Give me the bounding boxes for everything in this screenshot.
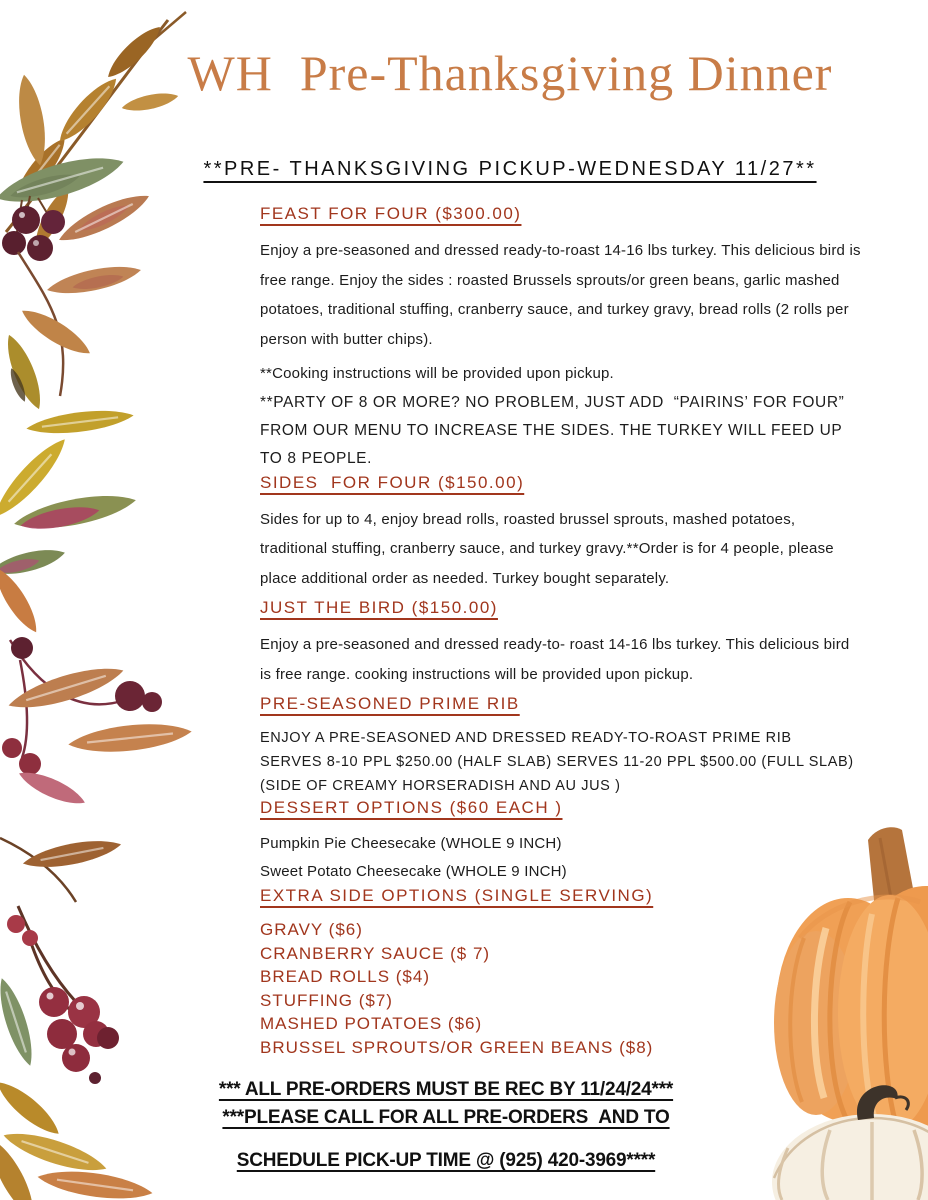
section-heading-dessert-options: DESSERT OPTIONS ($60 EACH )	[260, 798, 563, 817]
section-heading-prime-rib: PRE-SEASONED PRIME RIB	[260, 694, 520, 713]
orange-leaf-small	[0, 563, 44, 637]
footer-deadline-line: *** ALL PRE-ORDERS MUST BE REC BY 11/24/24***	[218, 1079, 674, 1100]
extra-side-item-mashed-potatoes: MASHED POTATOES ($6)	[260, 1014, 483, 1033]
page-title: WH Pre-Thanksgiving Dinner	[187, 45, 833, 101]
lower-branch	[0, 252, 95, 413]
section-heading-feast-for-four: FEAST FOR FOUR ($300.00)	[260, 204, 522, 223]
feast-description: Enjoy a pre-seasoned and dressed ready-to-roast 14-16 lbs turkey. This delicious bird is free range. Enjoy the sides : roasted Brussels sprouts/or green beans, garlic mashed potatoes, traditional stuffing, cranberry sauce, and turkey gravy, bread rolls (2 rolls per person with butter chips).	[260, 242, 861, 348]
brown-leaf	[0, 834, 123, 902]
bird-description: Enjoy a pre-seasoned and dressed ready-to- roast 14-16 lbs turkey. This delicious bird is free range. cooking instructions will be provided upon pickup.	[260, 636, 850, 683]
section-heading-extra-side-options: EXTRA SIDE OPTIONS (SINGLE SERVING)	[260, 886, 654, 905]
extra-side-item-gravy: GRAVY ($6)	[260, 920, 363, 939]
footer-call-line: ***PLEASE CALL FOR ALL PRE-ORDERS AND TO	[222, 1107, 670, 1128]
dessert-item-sweet-potato-cheesecake: Sweet Potato Cheesecake (WHOLE 9 INCH)	[260, 863, 567, 880]
extra-side-item-cranberry-sauce: CRANBERRY SAUCE ($ 7)	[260, 943, 491, 963]
pre-order-footer	[118, 1076, 774, 1175]
prime-rib-line-1: ENJOY A PRE-SEASONED AND DRESSED READY-TO-ROAST PRIME RIB	[260, 730, 792, 746]
white-pumpkin	[772, 1085, 928, 1200]
green-leaf-bottom	[0, 975, 39, 1069]
menu-content	[260, 204, 864, 1059]
prime-rib-line-2: SERVES 8-10 PPL $250.00 (HALF SLAB) SERVES 11-20 PPL $500.00 (FULL SLAB)	[260, 754, 854, 770]
extra-sides-list	[260, 918, 864, 1059]
extra-side-item-bread-rolls: BREAD ROLLS ($4)	[260, 967, 430, 986]
dessert-item-pumpkin-pie-cheesecake: Pumpkin Pie Cheesecake (WHOLE 9 INCH)	[260, 835, 562, 852]
feast-party-note: **PARTY OF 8 OR MORE? NO PROBLEM, JUST ADD “PAIRINS’ FOR FOUR” FROM OUR MENU TO INCREASE THE SIDES. THE TURKEY WILL FEED UP TO 8 PEOPLE.	[260, 393, 845, 467]
pink-green-leaves	[0, 488, 138, 580]
red-berry-cluster	[7, 906, 119, 1072]
berry-branch-mid	[2, 637, 162, 775]
salmon-leaves	[45, 186, 154, 300]
large-orange-leaves	[5, 659, 193, 811]
dark-berries	[2, 196, 65, 261]
tan-leaf	[13, 73, 51, 167]
extra-side-item-brussel-sprouts: BRUSSEL SPROUTS/OR GREEN BEANS ($8)	[260, 1037, 654, 1057]
extra-side-item-stuffing: STUFFING ($7)	[260, 990, 393, 1010]
footer-phone-line: SCHEDULE PICK-UP TIME @ (925) 420-3969****	[236, 1150, 656, 1171]
golden-leaves	[0, 406, 135, 524]
section-heading-sides-for-four: SIDES FOR FOUR ($150.00)	[260, 472, 525, 492]
sides-description: Sides for up to 4, enjoy bread rolls, roasted brussel sprouts, mashed potatoes, traditional stuffing, cranberry sauce, and turkey gravy.**Order is for 4 people, please place additional order as needed. Turkey bought separately.	[260, 510, 834, 587]
pickup-date-header: **PRE- THANKSGIVING PICKUP-WEDNESDAY 11/27**	[203, 158, 817, 180]
feast-cooking-note: **Cooking instructions will be provided upon pickup.	[260, 365, 614, 382]
section-heading-just-the-bird: JUST THE BIRD ($150.00)	[260, 598, 498, 617]
prime-rib-line-3: (SIDE OF CREAMY HORSERADISH AND AU JUS )	[260, 778, 621, 794]
